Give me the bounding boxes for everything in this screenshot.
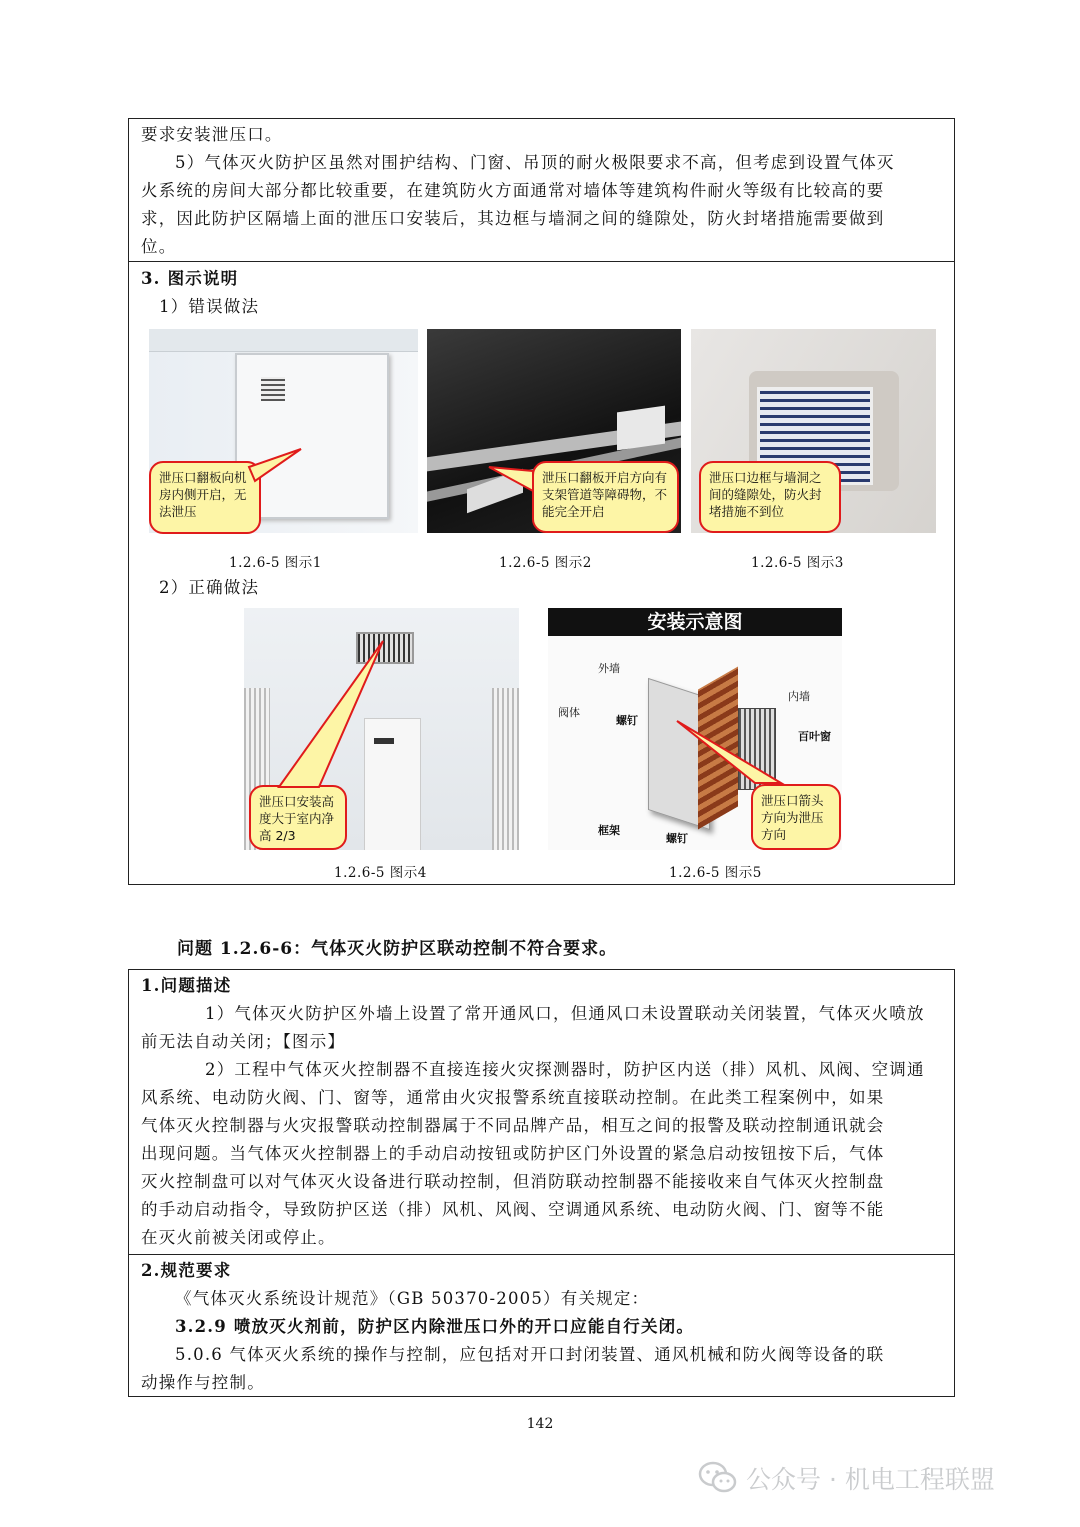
- text-line: 火系统的房间大部分都比较重要，在建筑防火方面通常对墙体等建筑构件耐火等级有比较高的要: [141, 181, 885, 200]
- text-line: 出现问题。当气体灭火控制器上的手动启动按钮或防护区门外设置的紧急启动按钮按下后，气体: [141, 1144, 885, 1163]
- diagram-label: 阀体: [558, 706, 580, 719]
- callout-pointer: [249, 449, 309, 489]
- section-title: 1.问题描述: [141, 976, 232, 995]
- diagram-label: 内墙: [788, 690, 810, 703]
- divider: [129, 261, 954, 262]
- callout-5: 泄压口箭头方向为泄压方向: [751, 784, 841, 850]
- callout-3: 泄压口边框与墙洞之间的缝隙处，防火封堵措施不到位: [699, 461, 841, 533]
- text-line: 在灭火前被关闭或停止。: [141, 1228, 336, 1247]
- callout-1: 泄压口翻板向机房内侧开启，无法泄压: [149, 461, 261, 534]
- text-line: 5）气体灭火防护区虽然对围护结构、门窗、吊顶的耐火极限要求不高，但考虑到设置气体灭: [175, 153, 895, 172]
- page-number: 142: [526, 1416, 554, 1432]
- lower-box: [128, 969, 955, 1397]
- figure-caption: 1.2.6-5 图示4: [334, 865, 427, 881]
- text-line: 前无法自动关闭；【图示】: [141, 1032, 346, 1051]
- figure-caption: 1.2.6-5 图示1: [229, 555, 322, 571]
- wechat-icon: [698, 1461, 738, 1495]
- text-line: 3.2.9 喷放灭火剂前，防护区内除泄压口外的开口应能自行关闭。: [175, 1317, 695, 1336]
- problem-heading: 问题 1.2.6-6：气体灭火防护区联动控制不符合要求。: [177, 939, 618, 959]
- divider: [129, 1254, 954, 1255]
- subsection-title: 1）错误做法: [159, 297, 260, 316]
- figure-caption: 1.2.6-5 图示3: [751, 555, 844, 571]
- section-title: 3. 图示说明: [141, 269, 239, 288]
- figure-caption: 1.2.6-5 图示5: [669, 865, 762, 881]
- text-line: 2）工程中气体灭火控制器不直接连接火灾探测器时，防护区内送（排）风机、风阀、空调通: [205, 1060, 925, 1079]
- text-line: 风系统、电动防火阀、门、窗等，通常由火灾报警系统直接联动控制。在此类工程案例中，如果: [141, 1088, 885, 1107]
- text-line: 灭火控制盘可以对气体灭火设备进行联动控制，但消防联动控制器不能接收来自气体灭火控制盘: [141, 1172, 885, 1191]
- subsection-title: 2）正确做法: [159, 578, 260, 597]
- text-line: 5.0.6 气体灭火系统的操作与控制，应包括对开口封闭装置、通风机械和防火阀等设备的联: [175, 1345, 885, 1364]
- callout-pointer: [677, 721, 787, 791]
- text-line: 要求安装泄压口。: [141, 125, 283, 144]
- text-line: 气体灭火控制器与火灾报警联动控制器属于不同品牌产品，相互之间的报警及联动控制通讯就会: [141, 1116, 885, 1135]
- diagram-title: 安装示意图: [548, 608, 842, 636]
- section-title: 2.规范要求: [141, 1261, 232, 1280]
- text-line: 位。: [141, 237, 177, 256]
- text-line: 求，因此防护区隔墙上面的泄压口安装后，其边框与墙洞之间的缝隙处，防火封堵措施需要做到: [141, 209, 885, 228]
- upper-box: [128, 118, 955, 885]
- callout-pointer: [489, 467, 539, 497]
- diagram-label: 螺钉: [666, 832, 688, 845]
- callout-2: 泄压口翻板开启方向有支架管道等障碍物，不能完全开启: [532, 461, 679, 533]
- diagram-label: 螺钉: [616, 714, 638, 727]
- text-line: 1）气体灭火防护区外墙上设置了常开通风口，但通风口未设置联动关闭装置，气体灭火喷放: [205, 1004, 925, 1023]
- callout-pointer: [279, 639, 389, 789]
- watermark-text: 公众号 · 机电工程联盟: [746, 1465, 995, 1494]
- text-line: 《气体灭火系统设计规范》（GB 50370-2005）有关规定：: [175, 1289, 650, 1308]
- watermark: [698, 1458, 995, 1498]
- callout-4: 泄压口安装高度大于室内净高 2/3: [249, 785, 347, 850]
- text-line: 动操作与控制。: [141, 1373, 265, 1392]
- diagram-label: 外墙: [598, 662, 620, 675]
- diagram-label: 百叶窗: [798, 730, 831, 743]
- text-line: 的手动启动指令，导致防护区送（排）风机、风阀、空调通风系统、电动防火阀、门、窗等不能: [141, 1200, 885, 1219]
- diagram-label: 框架: [598, 824, 620, 837]
- figure-caption: 1.2.6-5 图示2: [499, 555, 592, 571]
